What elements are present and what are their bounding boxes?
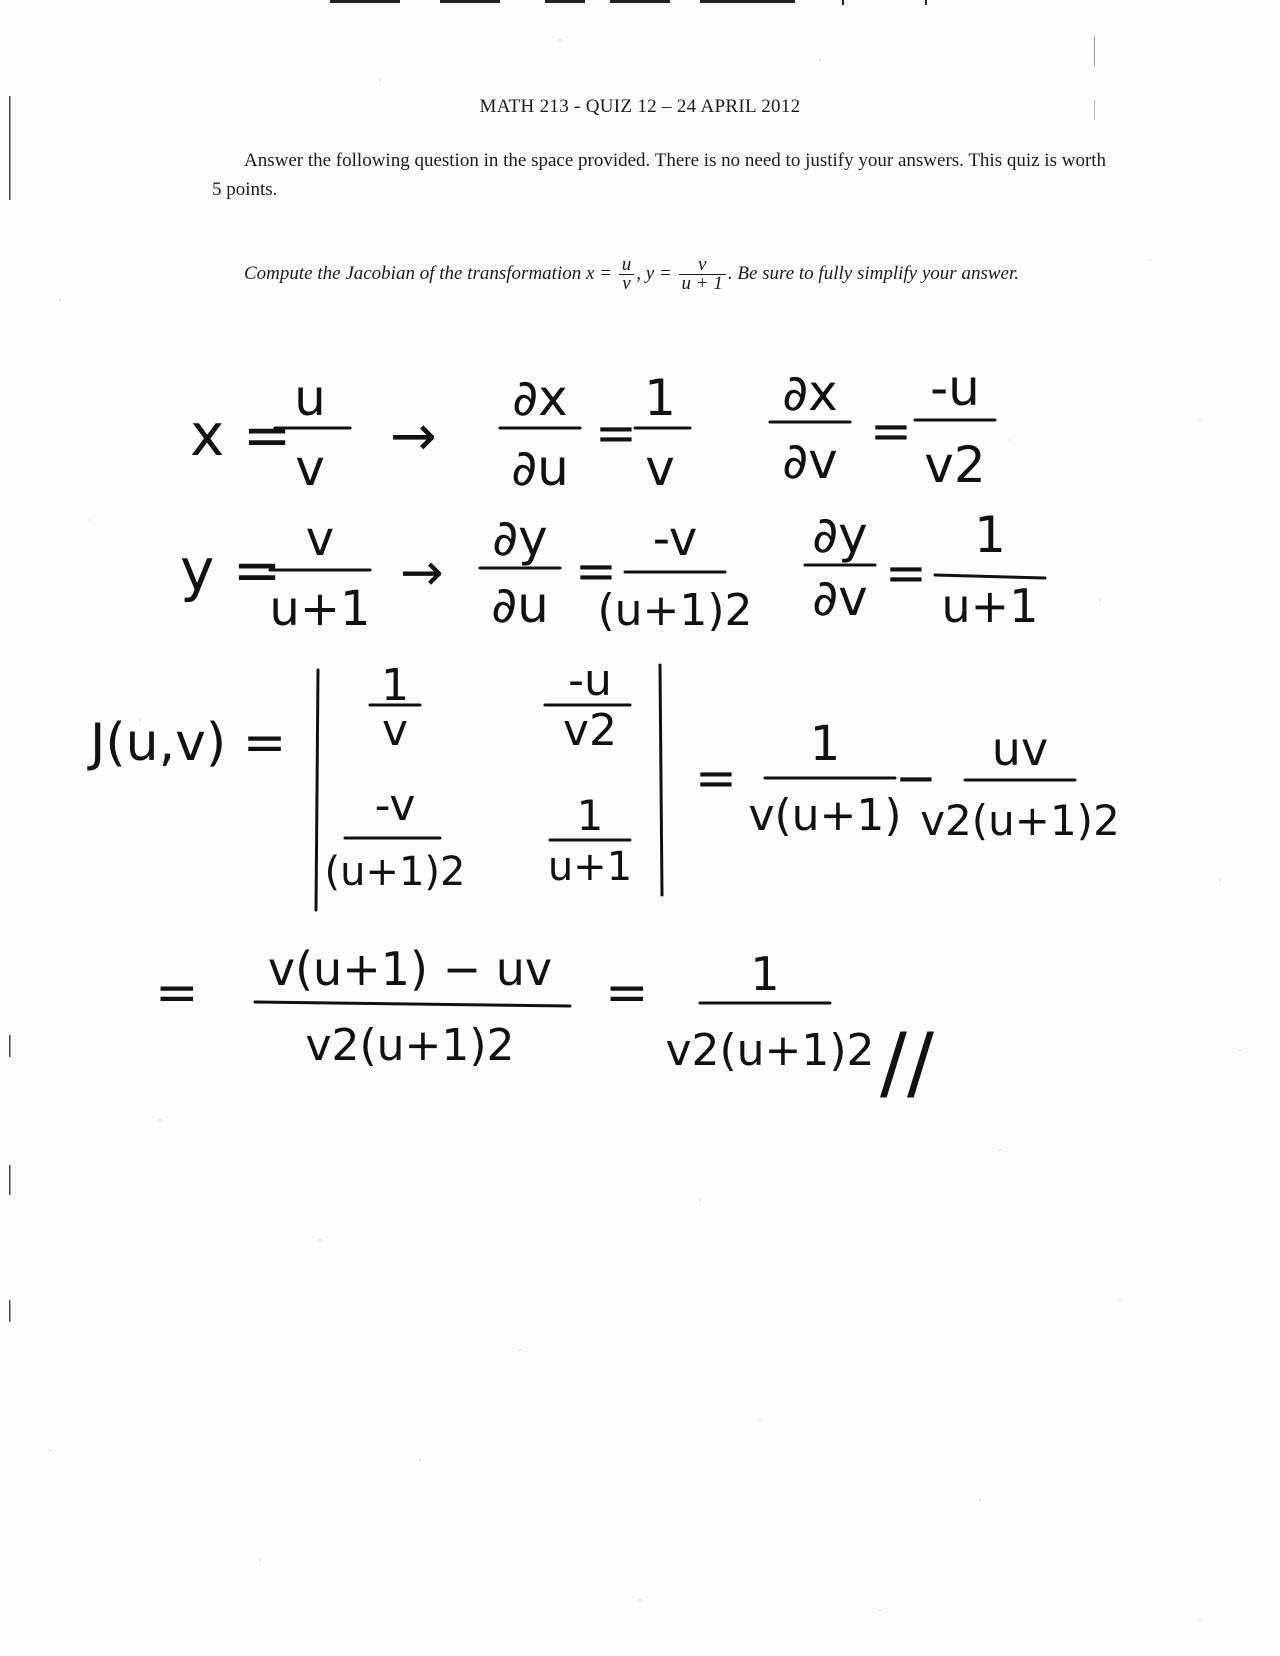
matrix-22-den: u+1 xyxy=(547,844,633,890)
line2-r1-den: (u+1)2 xyxy=(597,585,753,636)
line1-eq2: = xyxy=(870,402,912,460)
line1-frac-den: v xyxy=(295,439,325,497)
problem-tail: . Be sure to fully simplify your answer. xyxy=(727,262,1019,284)
line2-eq2: = xyxy=(885,544,927,602)
line2-d1-num: ∂y xyxy=(492,509,548,567)
instructions-paragraph: Answer the following question in the space provided. There is no need to justify your answers. This quiz is worth 5 points. xyxy=(212,150,1107,200)
line4-eq2: = xyxy=(605,963,649,1023)
matrix-12-num: -u xyxy=(568,655,612,706)
line4-f1-den: v2(u+1)2 xyxy=(305,1020,515,1071)
line1-d2-den: ∂v xyxy=(782,432,838,490)
line4-eq1: = xyxy=(155,963,199,1023)
line4-f1-num: v(u+1) − uv xyxy=(267,942,553,996)
line3-t2-num: uv xyxy=(991,722,1049,776)
line1-d1-den: ∂u xyxy=(511,439,569,497)
handwritten-line-3 xyxy=(87,655,1120,910)
quiz-title: MATH 213 - QUIZ 12 – 24 APRIL 2012 xyxy=(479,96,801,117)
line2-r2-den: u+1 xyxy=(941,579,1039,633)
handwritten-line-1 xyxy=(190,359,995,497)
line2-r2-bar xyxy=(935,575,1045,578)
problem-x-lhs: x = xyxy=(585,262,612,284)
handwritten-line-4 xyxy=(155,942,934,1109)
line3-t1-den: v(u+1) xyxy=(748,790,902,841)
matrix-21-num: -v xyxy=(374,780,416,831)
matrix-12-den: v2 xyxy=(562,705,618,756)
line3-t2-den: v2(u+1)2 xyxy=(920,796,1120,845)
line2-eq1: = xyxy=(575,542,617,600)
line2-r2-num: 1 xyxy=(974,506,1006,564)
line1-d2-num: ∂x xyxy=(782,364,838,422)
matrix-11-num: 1 xyxy=(381,660,409,711)
problem-y-lhs: , y = xyxy=(636,262,672,284)
determinant-right-bar xyxy=(660,665,662,895)
line3-minus: − xyxy=(895,749,937,807)
line2-d2-num: ∂y xyxy=(812,506,868,564)
line1-r1-num: 1 xyxy=(644,369,676,427)
handwritten-line-2 xyxy=(180,506,1045,637)
line4-final-mark: // xyxy=(880,1016,934,1109)
problem-lead: Compute the Jacobian of the transformation xyxy=(244,262,582,284)
line1-r2-den: v2 xyxy=(924,436,986,494)
line1-frac-num: u xyxy=(294,369,326,427)
line2-r1-num: -v xyxy=(652,511,698,567)
determinant-left-bar xyxy=(316,670,318,910)
line4-f2-den: v2(u+1)2 xyxy=(665,1025,875,1076)
matrix-22-num: 1 xyxy=(576,791,604,840)
problem-y-numerator: v xyxy=(679,256,726,275)
line3-eq: = xyxy=(695,749,737,807)
line2-frac-num: v xyxy=(305,511,335,567)
line3-lhs: J(u,v) = xyxy=(90,713,287,773)
line2-d1-den: ∂u xyxy=(491,576,549,634)
problem-x-denominator: v xyxy=(622,273,631,294)
line2-frac-den: u+1 xyxy=(269,581,371,637)
matrix-11-den: v xyxy=(381,705,409,756)
line2-lhs: y = xyxy=(180,536,282,604)
line2-arrow: → xyxy=(400,543,444,603)
line2-d2-den: ∂v xyxy=(812,569,868,627)
line3-t1-num: 1 xyxy=(809,716,841,772)
line1-r2-num: -u xyxy=(930,359,980,417)
line1-d1-num: ∂x xyxy=(512,369,568,427)
line4-f1-bar xyxy=(255,1002,570,1006)
matrix-21-den: (u+1)2 xyxy=(324,849,466,895)
line1-lhs: x = xyxy=(190,401,292,469)
problem-y-denominator: u + 1 xyxy=(681,273,723,294)
line1-eq1: = xyxy=(595,404,637,462)
line1-r1-den: v xyxy=(645,439,675,497)
problem-x-numerator: u xyxy=(619,256,635,275)
line4-f2-num: 1 xyxy=(750,947,780,1001)
line1-arrow: → xyxy=(390,404,437,469)
